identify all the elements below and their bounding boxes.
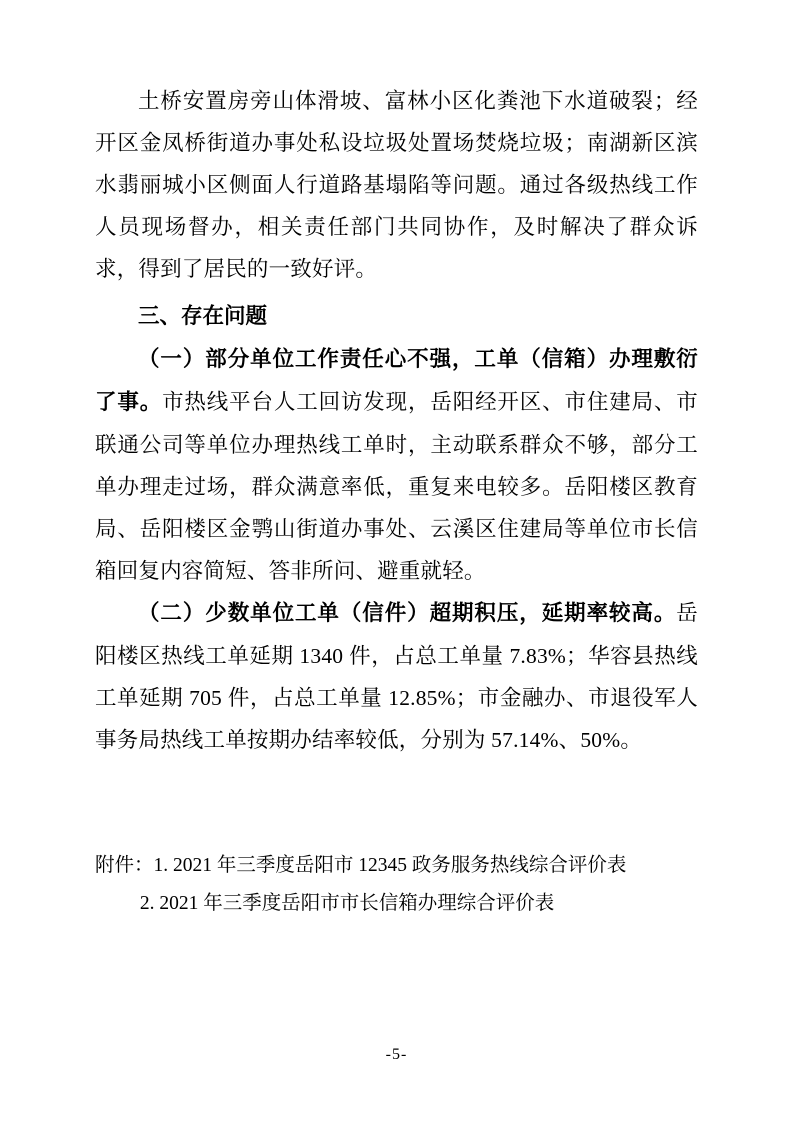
attachment-line-2: 2. 2021 年三季度岳阳市市长信箱办理综合评价表 bbox=[139, 893, 555, 914]
page-number: -5- bbox=[385, 1046, 408, 1063]
paragraph-continuation: 土桥安置房旁山体滑坡、富林小区化粪池下水道破裂；经开区金凤桥街道办事处私设垃圾处置场焚烧垃圾；南湖新区滨水翡丽城小区侧面人行道路基塌陷等问题。通过各级热线工作人员现场督办，相关责任部门共同协作，及时解决了群众诉求，得到了居民的一致好评。 bbox=[95, 89, 698, 281]
attachment-1-text: 1. 2021 年三季度岳阳市 12345 政务服务热线综合评价表 bbox=[153, 855, 627, 876]
problem-item-1 bbox=[95, 338, 698, 592]
attachments-block bbox=[95, 847, 698, 923]
problem-item-2-body: 岳阳楼区热线工单延期 1340 件，占总工单量 7.83%；华容县热线工单延期 705 件，占总工单量 12.85%；市金融办、市退役军人事务局热线工单按期办结率较低，分别为 57.14%、50%。 bbox=[95, 601, 698, 752]
problem-item-1-body: 市热线平台人工回访发现，岳阳经开区、市住建局、市联通公司等单位办理热线工单时，主动联系群众不够，部分工单办理走过场，群众满意率低，重复来电较多。岳阳楼区教育局、岳阳楼区金鹗山街道办事处、云溪区住建局等单位市长信箱回复内容简短、答非所问、避重就轻。 bbox=[95, 390, 698, 583]
attachment-line-1 bbox=[95, 847, 698, 885]
section-heading: 三、存在问题 bbox=[138, 304, 268, 329]
attachments-label: 附件： bbox=[95, 855, 154, 876]
problem-item-1-lead: （一）部分单位工作责任心不强，工单（信箱）办理敷衍了事。 bbox=[95, 347, 698, 415]
problem-item-2 bbox=[95, 592, 698, 761]
problem-item-2-lead: （二）少数单位工单（信件）超期积压，延期率较高。 bbox=[138, 601, 677, 626]
